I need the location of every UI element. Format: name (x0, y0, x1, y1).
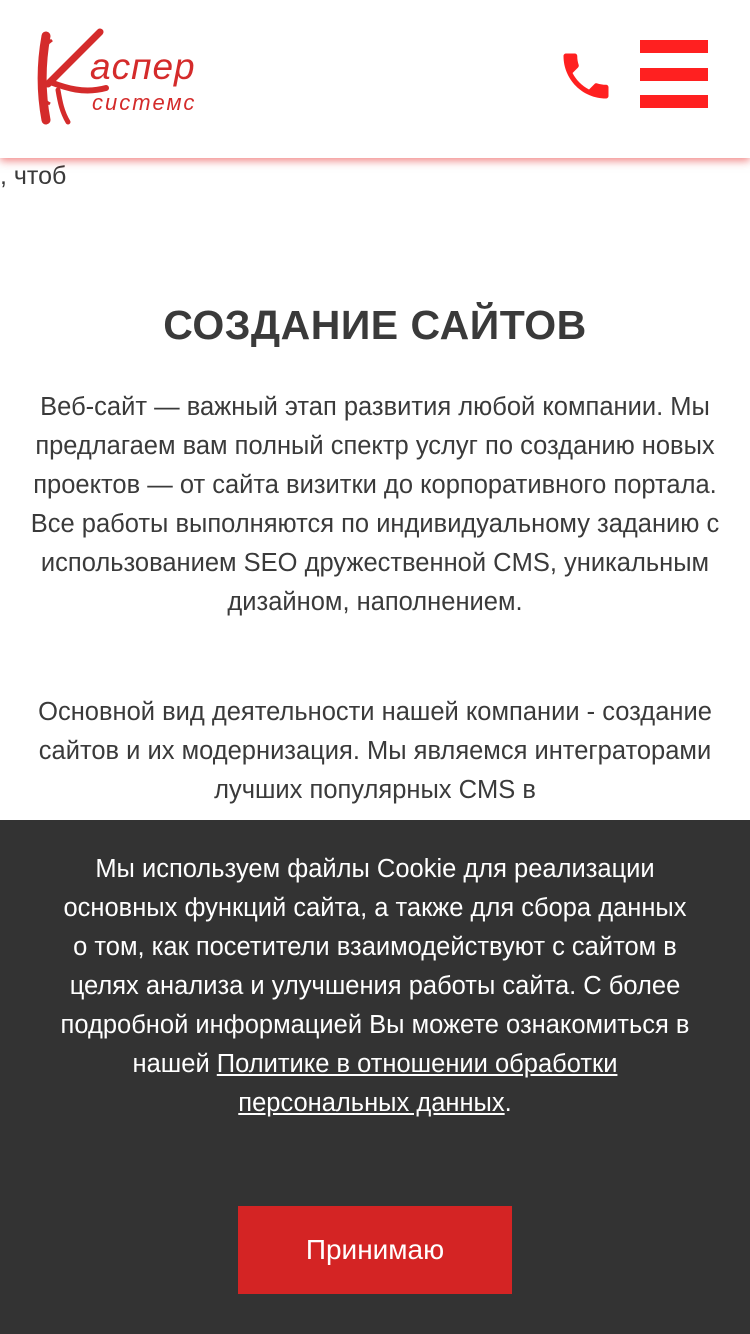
cookie-message (60, 850, 690, 1123)
cookie-text-after: . (504, 1089, 512, 1117)
intro-paragraph: Веб-сайт — важный этап развития любой компании. Мы предлагаем вам полный спектр услуг по созданию новых проектов — от сайта визитки до корпоративного портала. Все работы выполняются по индивидуальному заданию с использованием SEO дружественной CMS, уникальным дизайном, наполнением. (30, 393, 720, 616)
hamburger-menu-icon[interactable] (640, 38, 708, 110)
phone-icon (556, 46, 616, 106)
logo-text-sub: системс (92, 90, 197, 115)
menu-bar (640, 95, 708, 108)
privacy-policy-link[interactable]: Политике в отношении обработки персональных данных (216, 1050, 618, 1117)
truncated-text-fragment: , чтоб (0, 162, 67, 190)
activity-paragraph: Основной вид деятельности нашей компании - создание сайтов и их модернизация. Мы являемся интеграторами лучших популярных CMS в (38, 698, 712, 804)
logo-text-main: аспер (90, 46, 196, 87)
site-header (0, 0, 750, 158)
menu-bar (640, 40, 708, 53)
cookie-banner (0, 820, 750, 1334)
page-title: СОЗДАНИЕ САЙТОВ (163, 302, 587, 348)
call-button[interactable] (556, 46, 616, 106)
menu-bar (640, 68, 708, 81)
cookie-text-before: Мы используем файлы Cookie для реализации основных функций сайта, а также для сбора данных о том, как посетители взаимодействуют с сайтом в целях анализа и улучшения работы сайта. С более подробной информацией Вы можете ознакомиться в нашей (60, 855, 690, 1078)
company-logo[interactable] (36, 28, 256, 128)
accept-cookies-button[interactable]: Принимаю (238, 1206, 512, 1294)
